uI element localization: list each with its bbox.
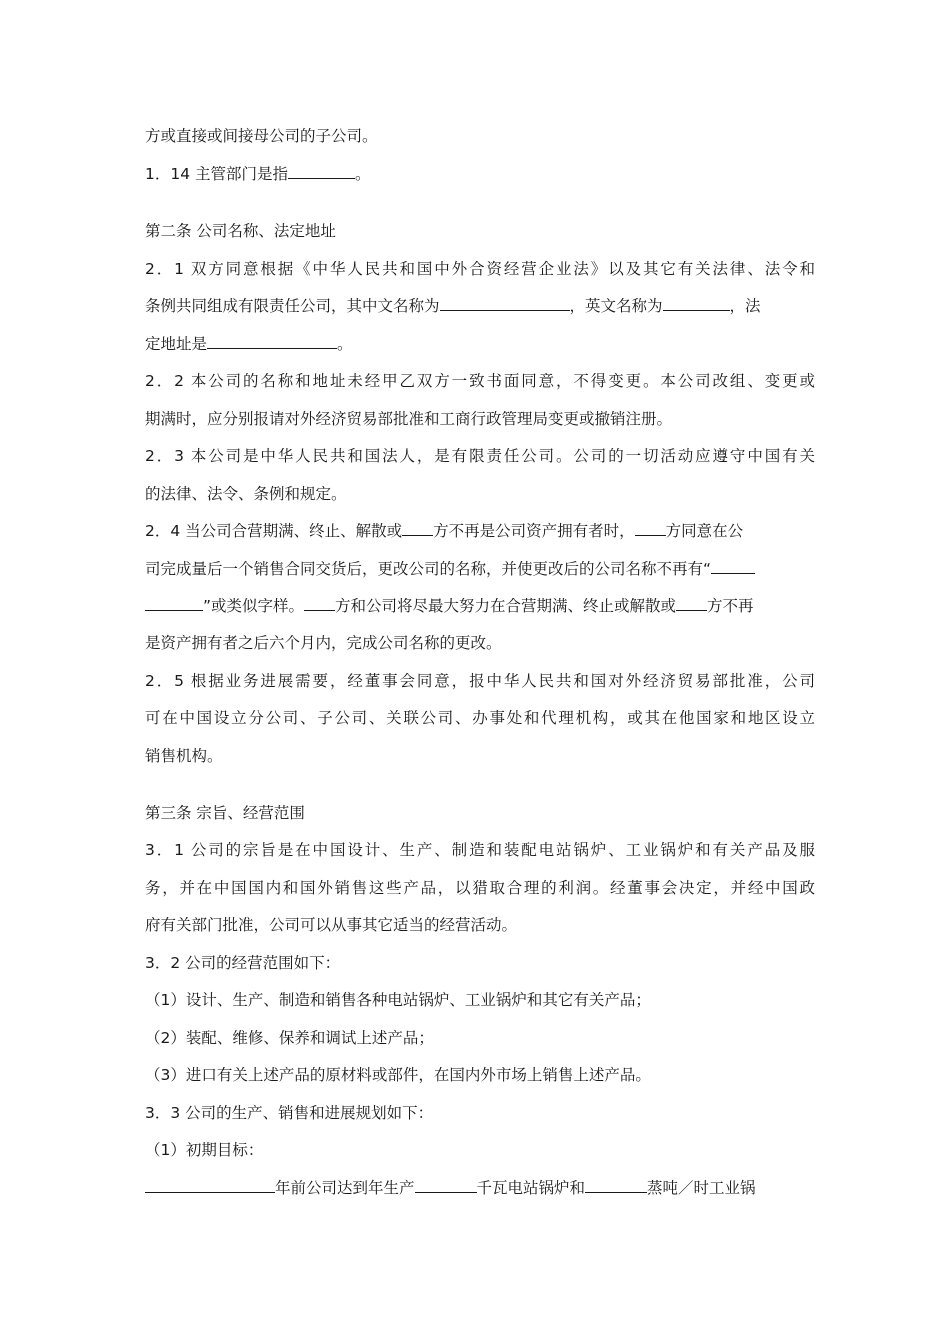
fill-blank[interactable] [585, 1178, 647, 1193]
clause-text: 千瓦电站锅炉和 [476, 1179, 586, 1197]
clause-text: 司完成量后一个销售合同交货后，更改公司的名称，并使更改后的公司名称不再有“ [145, 560, 712, 578]
clause-3-3-cont [145, 1178, 815, 1198]
clause-2-4 [145, 521, 815, 541]
clause-2-3: 2．3 本公司是中华人民共和国法人，是有限责任公司。公司的一切活动应遵守中国有关 [145, 447, 815, 465]
clause-text: 2．4 当公司合营期满、终止、解散或 [145, 522, 403, 540]
section-heading-2: 第二条 公司名称、法定地址 [145, 222, 336, 240]
clause-text: 。 [337, 335, 353, 353]
list-item: （3）进口有关上述产品的原材料或部件，在国内外市场上销售上述产品。 [145, 1066, 651, 1084]
clause-2-5-cont: 销售机构。 [145, 747, 223, 765]
fill-blank[interactable] [440, 296, 570, 311]
fill-blank[interactable] [711, 559, 755, 574]
fill-blank[interactable] [145, 1178, 275, 1193]
clause-2-1: 2．1 双方同意根据《中华人民共和国中外合资经营企业法》以及其它有关法律、法令和 [145, 260, 815, 278]
clause-2-4-cont [145, 559, 815, 579]
list-item: （2）装配、维修、保养和调试上述产品； [145, 1029, 434, 1047]
clause-text: 方不再是公司资产拥有者时， [433, 522, 635, 540]
clause-text: 条例共同组成有限责任公司，其中文名称为 [145, 297, 440, 315]
fill-blank[interactable] [635, 521, 666, 536]
fill-blank[interactable] [415, 1178, 477, 1193]
clause-2-3-cont: 的法律、法令、条例和规定。 [145, 485, 347, 503]
fill-blank[interactable] [207, 334, 337, 349]
clause-2-2-cont: 期满时，应分别报请对外经济贸易部批准和工商行政管理局变更或撤销注册。 [145, 410, 673, 428]
fill-blank[interactable] [402, 521, 433, 536]
clause-text: ，法 [729, 297, 761, 315]
clause-3-1: 3．1 公司的宗旨是在中国设计、生产、制造和装配电站锅炉、工业锅炉和有关产品及服 [145, 841, 815, 859]
clause-3-1-cont: 府有关部门批准，公司可以从事其它适当的经营活动。 [145, 916, 518, 934]
fill-blank[interactable] [145, 596, 203, 611]
clause-text: 方不再 [707, 597, 754, 615]
body-text: 方或直接或间接母公司的子公司。 [145, 127, 378, 145]
fill-blank[interactable] [288, 164, 355, 179]
clause-text: ”或类似字样。 [203, 597, 305, 615]
clause-text: 蒸吨／时工业锅 [647, 1179, 756, 1197]
clause-2-4-cont: 是资产拥有者之后六个月内，完成公司名称的更改。 [145, 634, 502, 652]
clause-2-4-cont [145, 596, 815, 616]
clause-text: ，英文名称为 [569, 297, 663, 315]
clause-2-2: 2．2 本公司的名称和地址未经甲乙双方一致书面同意，不得变更。本公司改组、变更或 [145, 372, 815, 390]
list-item: （1）初期目标： [145, 1141, 264, 1159]
clause-3-1-cont: 务，并在中国国内和国外销售这些产品，以猎取合理的利润。经董事会决定，并经中国政 [145, 879, 815, 897]
clause-text: 年前公司达到年生产 [275, 1179, 415, 1197]
fill-blank[interactable] [676, 596, 707, 611]
clause-3-3: 3．3 公司的生产、销售和进展规划如下： [145, 1104, 434, 1122]
section-heading-3: 第三条 宗旨、经营范围 [145, 804, 305, 822]
clause-text: 。 [355, 165, 371, 183]
clause-text: 1．14 主管部门是指 [145, 165, 289, 183]
clause-text: 方和公司将尽最大努力在合营期满、终止或解散或 [335, 597, 677, 615]
clause-2-1-cont [145, 334, 815, 354]
clause-2-5: 2．5 根据业务进展需要，经董事会同意，报中华人民共和国对外经济贸易部批准，公司 [145, 672, 815, 690]
clause-text: 定地址是 [145, 335, 208, 353]
clause-3-2: 3．2 公司的经营范围如下： [145, 954, 341, 972]
clause-1-14 [145, 164, 815, 184]
clause-2-5-cont: 可在中国设立分公司、子公司、关联公司、办事处和代理机构，或其在他国家和地区设立 [145, 709, 815, 727]
fill-blank[interactable] [304, 596, 335, 611]
list-item: （1）设计、生产、制造和销售各种电站锅炉、工业锅炉和其它有关产品； [145, 991, 651, 1009]
clause-2-1-cont [145, 296, 815, 316]
fill-blank[interactable] [663, 296, 730, 311]
clause-text: 方同意在公 [665, 522, 744, 540]
